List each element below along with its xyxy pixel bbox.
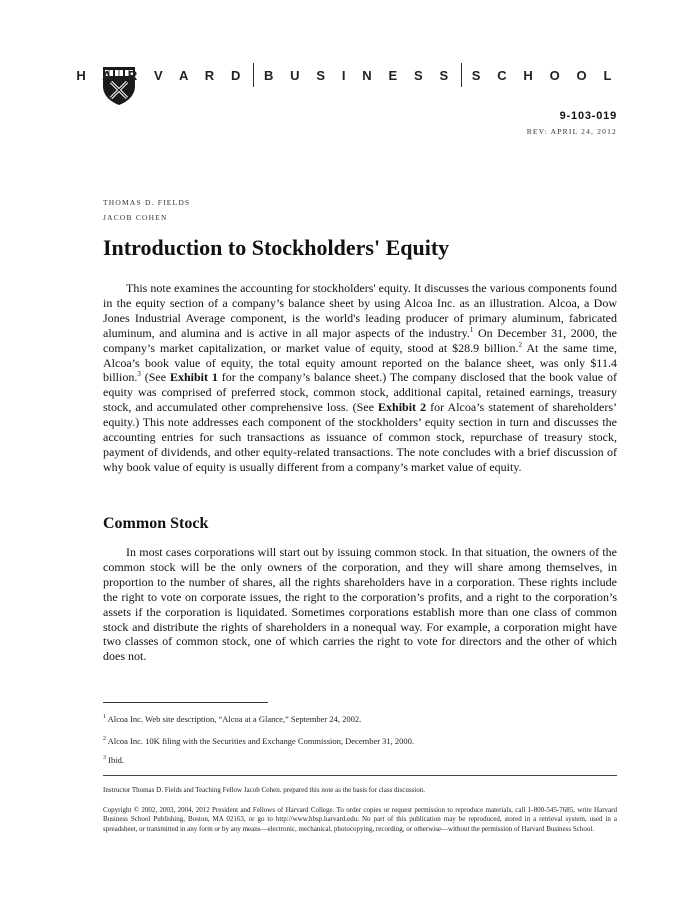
school-word-business: B U S I N E S S [263, 67, 455, 83]
author-name: THOMAS D. FIELDS [103, 198, 191, 207]
revision-date: REV: APRIL 24, 2012 [526, 127, 617, 136]
exhibit-reference: Exhibit 2 [378, 400, 427, 415]
section-heading: Common Stock [103, 515, 209, 532]
footer-divider [103, 775, 617, 776]
exhibit-reference: Exhibit 1 [169, 370, 218, 385]
footnote: $^2$ Alcoa Inc. 10K filing with the Securities and Exchange Commission, December 31, 2000. [103, 736, 415, 746]
footnote: $^1$ Alcoa Inc. Web site description, “Alcoa at a Glance,” September 24, 2002. [103, 714, 362, 724]
footnote-divider [103, 702, 268, 703]
school-word-school: S C H O O L [471, 67, 618, 83]
footnote-ref: 2 [518, 340, 522, 349]
instructor-note: Instructor Thomas D. Fields and Teaching Fellow Jacob Cohen. prepared this note as the basis for class discussion. [103, 786, 425, 794]
case-number: 9-103-019 [559, 110, 617, 122]
document-title: Introduction to Stockholders' Equity [103, 235, 450, 260]
footnote-ref: 1 [469, 325, 474, 334]
intro-paragraph: This note examines the accounting for stockholders' equity. It discusses the various components found in the equity section of a company’s balance sheet by using Alcoa Inc. as an illustration. Alcoa, a Dow Jones Industrial Average component, is the world's leading producer of primary aluminum, fabricated aluminum, and alumina and is active in all major aspects of the industry.$^1$ On December 31, 2000, the company’s market capitalization, or market value of equity, stood at $28.9 billion.$^2$ At the same time, Alcoa’s book value of equity, the total equity amount reported on the balance sheet, was only $11.4 billion.$^3$ (See Exhibit 1 for the company’s balance sheet.) The company disclosed that the book value of equity was comprised of preferred stock, common stock, additional capital, retained earnings, treasury stock, and accumulated other comprehensive loss. (See Exhibit 2 for Alcoa’s statement of shareholders’ equity.) This note addresses each component of the stockholders’ equity section in turn and discusses the accounting entries for such transactions as issuance of common stock, repurchase of treasury stock, payment of dividends, and other equity-related transactions. The note concludes with a brief discussion of why book value of equity is usually different from a company’s market value of equity. [103, 281, 618, 474]
school-word-harvard: H A R V A R D [76, 67, 247, 83]
author-name: JACOB COHEN [103, 213, 168, 222]
school-name [76, 63, 618, 87]
footnote: $^3$ Ibid. [103, 755, 124, 765]
school-name-divider [253, 63, 254, 87]
copyright-notice: Copyright © 2002, 2003, 2004, 2012 President and Fellows of Harvard College. To order copies or request permission to reproduce materials, call 1-800-545-7685, write Harvard Business School Publishing, Boston, MA 02163, or go to http://www.hbsp.harvard.edu. No part of this publication may be reproduced, stored in a retrieval system, used in a spreadsheet, or transmitted in any form or by any means—electronic, mechanical, photocopying, recording, or otherwise—without the permission of Harvard Business School. [103, 806, 617, 833]
footnote-ref: 3 [137, 370, 141, 379]
common-stock-paragraph: In most cases corporations will start out by issuing common stock. In that situation, the owners of the common stock will be the only owners of the corporation, and they will share among themselves, in proportion to the number of shares, all the rights shareholders have in a corporation. These rights include the right to vote on corporate issues, the right to the corporation’s profits, and a right to the corporation’s assets if the corporation is liquidated. Sometimes corporations establish more than one class of common stock and distribute the rights of shareholders in a nonequal way. For example, a corporation might have two classes of common stock, one of which carries the right to vote for directors and the other of which does not. [103, 545, 617, 664]
school-name-divider [461, 63, 462, 87]
